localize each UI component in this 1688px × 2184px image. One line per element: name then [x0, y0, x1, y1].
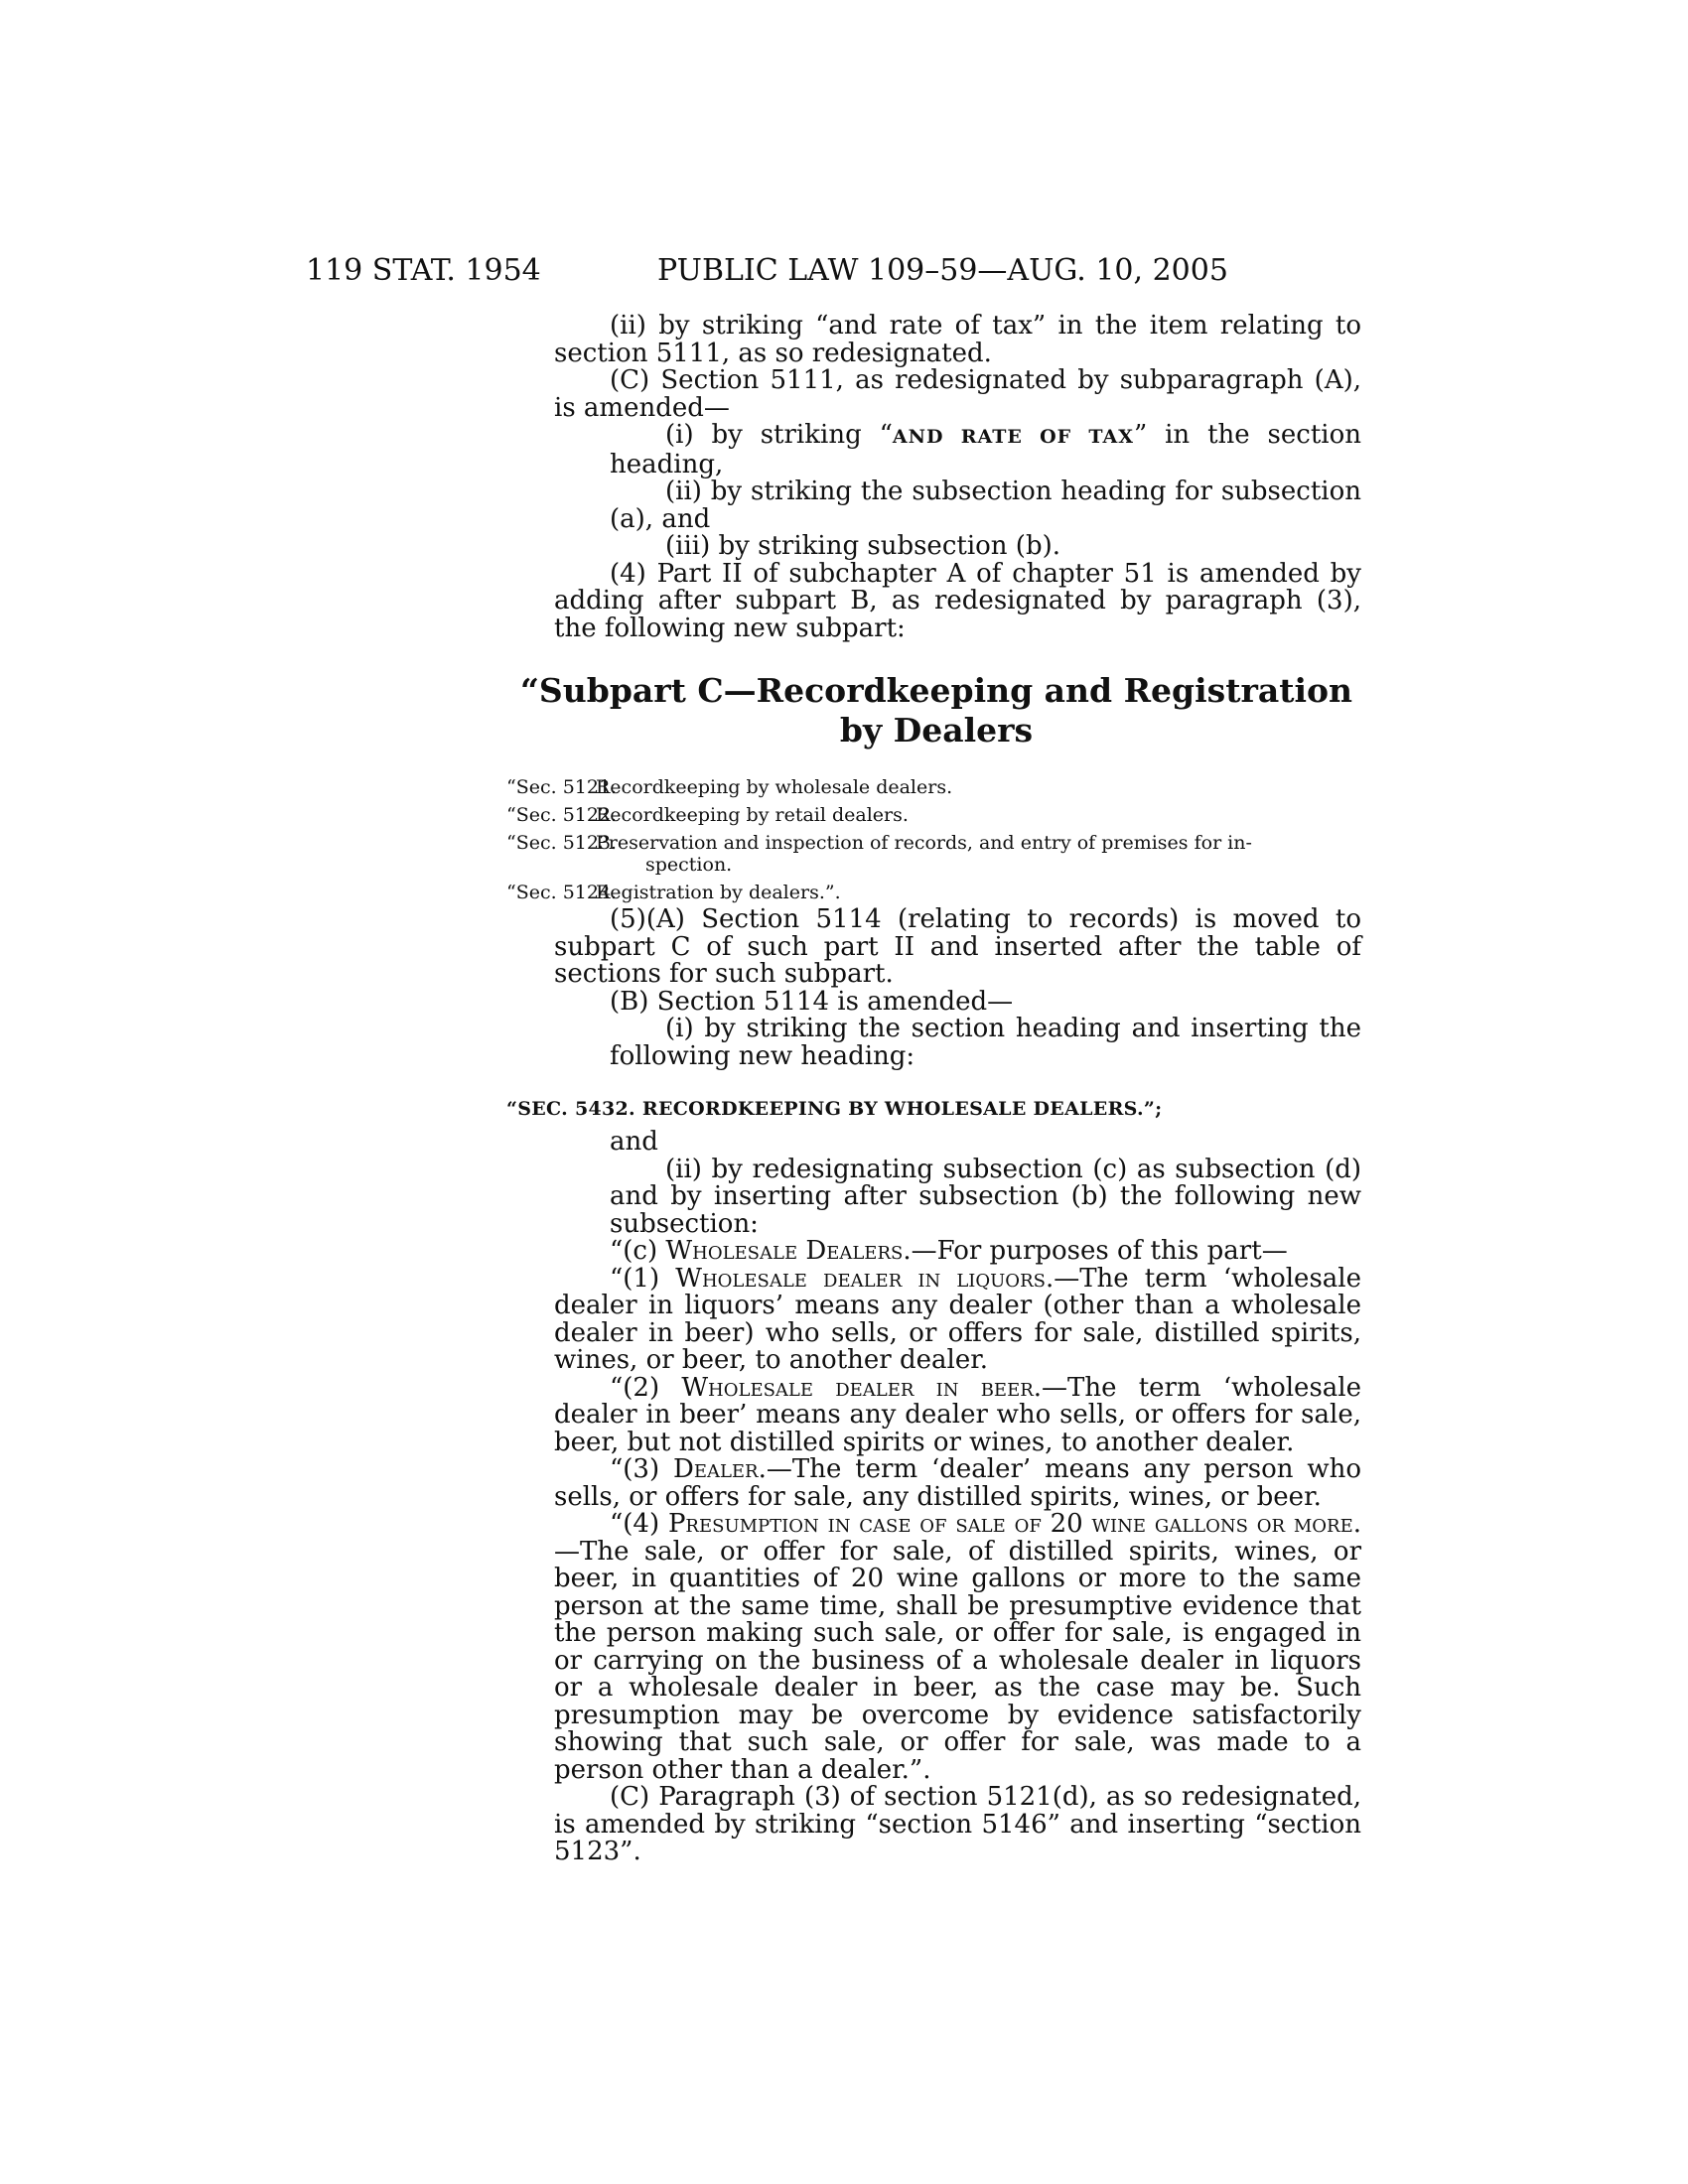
paragraph-text: (i) by striking “: [665, 420, 893, 450]
definition-heading: Presumption in case of sale of 20 wine gallons or more: [667, 1509, 1353, 1539]
toc-section-number: “Sec. 5121.: [506, 776, 618, 798]
toc-section-number: “Sec. 5123.: [506, 832, 618, 854]
paragraph-text: .—The term ‘dealer’ means any person who sells, or offers for sale, any distilled spirits, wines, or beer.: [554, 1454, 1362, 1512]
paragraph-text: ” in the section heading,: [610, 420, 1361, 479]
page-stat-citation: 119 STAT. 1954: [306, 253, 541, 288]
paragraph-text: “(3): [610, 1454, 673, 1484]
paragraph-text: “(1): [610, 1263, 676, 1294]
toc-section-number: “Sec. 5122.: [506, 804, 618, 826]
toc-section-title: Preservation and inspection of records, and entry of premises for in-: [596, 832, 1252, 854]
toc-section-number: “Sec. 5124.: [506, 882, 618, 903]
definition-1: [554, 1263, 1361, 1375]
toc-section-title: Registration by dealers.”.: [596, 882, 841, 903]
definition-heading: Wholesale dealer in beer: [681, 1372, 1034, 1403]
paragraph-text: .—The term ‘wholesale dealer in beer’ means any dealer who sells, or offers for sale, beer, but not distilled spirits or wines, to another dealer.: [554, 1372, 1361, 1457]
amendment-block-1: [554, 313, 1361, 642]
toc-row: [506, 773, 1362, 801]
paragraph-text: (ii) by striking “and rate of tax” in the item relating to section 5111, as so redesignated.: [554, 311, 1361, 368]
toc-row: [506, 829, 1362, 857]
toc-row-continuation: spection.: [645, 854, 733, 876]
definition-3: [554, 1456, 1361, 1511]
paragraph: (ii) by redesignating subsection (c) as subsection (d) and by inserting after subsection (b) the following new subsection:: [610, 1154, 1361, 1239]
subsection-c: [554, 1238, 1361, 1266]
paragraph: (ii) by striking the subsection heading for subsection (a), and: [610, 477, 1361, 534]
paragraph-text: .—For purposes of this part—: [903, 1236, 1288, 1266]
paragraph: and: [610, 1127, 658, 1157]
table-of-sections: [506, 773, 1362, 906]
paragraph: (5)(A) Section 5114 (relating to records) is moved to subpart C of such part II and inserted after the table of sections for such subpart.: [554, 904, 1361, 989]
paragraph: (B) Section 5114 is amended—: [610, 986, 1014, 1017]
paragraph-text: “(2): [610, 1372, 682, 1403]
toc-row: [506, 801, 1362, 829]
toc-row: [506, 879, 1362, 906]
toc-section-title: Recordkeeping by wholesale dealers.: [596, 776, 953, 798]
page-running-header: PUBLIC LAW 109–59—AUG. 10, 2005: [657, 253, 1228, 288]
definition-heading: Wholesale dealer in liquors: [675, 1263, 1046, 1294]
definition-4: [554, 1511, 1361, 1784]
paragraph-text: .—The term ‘wholesale dealer in liquors’ means any dealer (other than a wholesale dealer in beer) who sells, or offers for sale, distilled spirits, wines, or beer, to another dealer.: [554, 1263, 1361, 1375]
paragraph: (C) Paragraph (3) of section 5121(d), as so redesignated, is amended by striking “section 5146” and inserting “section 5123”.: [554, 1782, 1361, 1866]
definition-2: [554, 1372, 1361, 1457]
amendment-block-2: [554, 906, 1361, 1070]
paragraph-text: “(4): [610, 1509, 668, 1539]
toc-section-title: Recordkeeping by retail dealers.: [596, 804, 909, 826]
paragraph: (4) Part II of subchapter A of chapter 51 is amended by adding after subpart B, as redesignated by paragraph (3), the following new subpart:: [554, 558, 1361, 643]
section-heading-insert: “SEC. 5432. RECORDKEEPING BY WHOLESALE DEALERS.”;: [506, 1098, 1163, 1120]
subpart-title: “Subpart C—Recordkeeping and Registration by Dealers: [519, 671, 1353, 750]
paragraph-text: “(c): [610, 1236, 666, 1266]
paragraph-text: .—The sale, or offer for sale, of distilled spirits, wines, or beer, in quantities of 20 wine gallons or more to the same person at the same time, shall be presumptive evidence that the person making such sale, or offer for sale, is engaged in or carrying on the business of a wholesale dealer in liquors or a wholesale dealer in beer, as the case may be. Such presumption may be overcome by evidence satisfactorily showing that such sale, or offer for sale, was made to a person other than a dealer.”.: [554, 1509, 1361, 1785]
paragraph: [610, 422, 1361, 478]
subsection-heading: Wholesale Dealers: [665, 1236, 904, 1266]
amendment-block-3: [554, 1129, 1361, 1866]
paragraph: [554, 313, 1361, 367]
paragraph: (iii) by striking subsection (b).: [665, 531, 1060, 561]
heading-reference: AND RATE OF TAX: [892, 426, 1134, 448]
paragraph: (C) Section 5111, as redesignated by subparagraph (A), is amended—: [554, 365, 1361, 423]
definition-heading: Dealer: [672, 1454, 759, 1484]
paragraph: (i) by striking the section heading and inserting the following new heading:: [610, 1014, 1361, 1071]
